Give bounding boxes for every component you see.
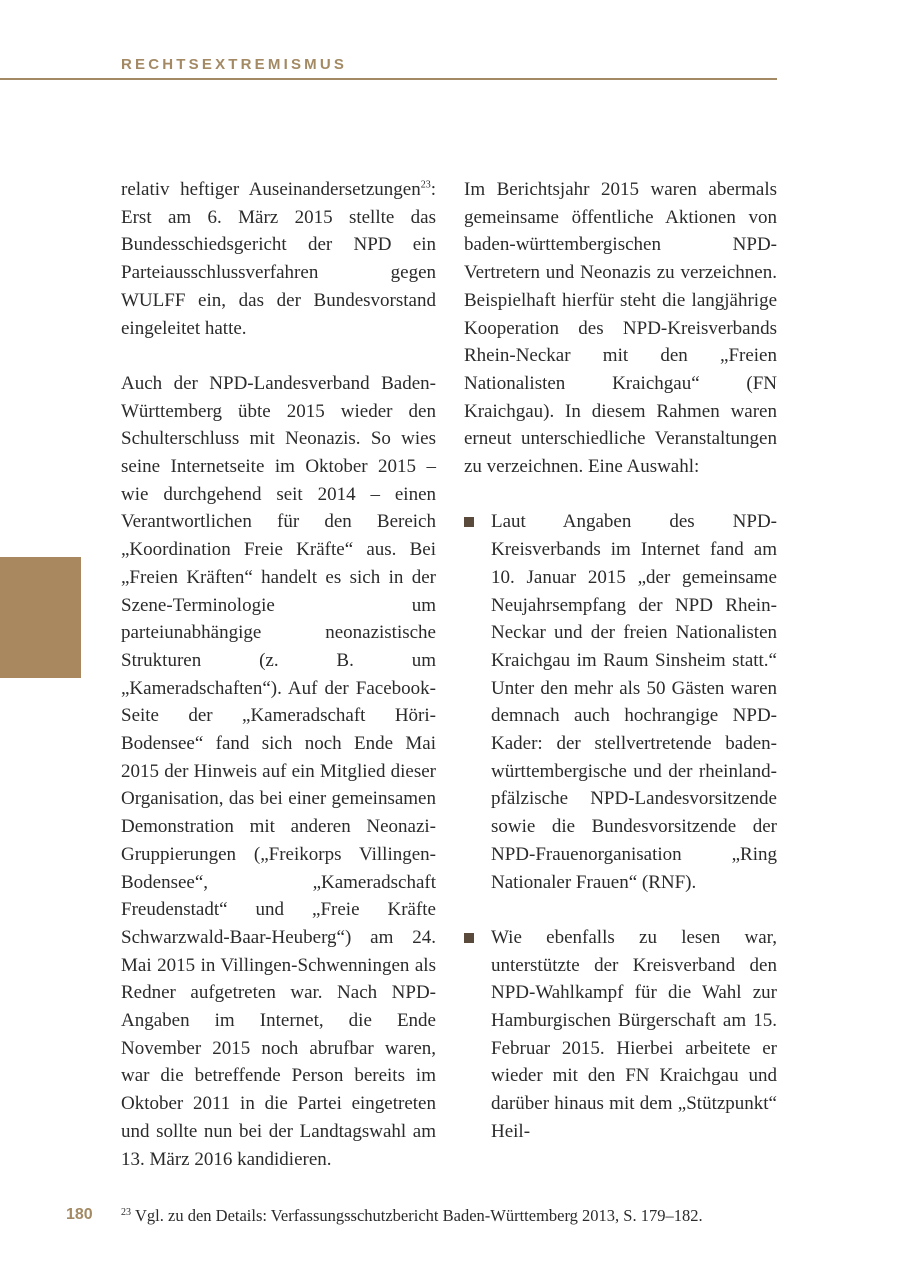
paragraph-1-rest: : Erst am 6. März 2015 stellte das Bundesschiedsgericht der NPD ein Parteiausschlussverfahren gegen WULFF ein, das der Bundesvorstand eingeleitet hatte. <box>121 179 436 339</box>
chapter-side-tab <box>0 557 81 678</box>
paragraph-2: Auch der NPD-Landesverband Baden-Württemberg übte 2015 wieder den Schulterschluss mit Neonazis. So wies seine Internetseite im Oktober 2015 – wie durchgehend seit 2014 – einen Verantwortlichen für den Bereich „Koordination Freie Kräfte“ aus. Bei „Freien Kräften“ handelt es sich in der Szene-Terminologie um parteiunabhängige neonazistische Strukturen (z. B. um „Kameradschaften“). Auf der Facebook-Seite der „Kameradschaft Höri-Bodensee“ fand sich noch Ende Mai 2015 der Hinweis auf ein Mitglied dieser Organisation, das bei einer gemeinsamen Demonstration mit anderen Neonazi-Gruppierungen („Freikorps Villingen-Bodensee“, „Kameradschaft Freudenstadt“ und „Freie Kräfte Schwarzwald-Baar-Heuberg“) am 24. Mai 2015 in Villingen-Schwenningen als Redner aufgetreten war. Nach NPD-Angaben im Internet, die Ende November 2015 noch abrufbar waren, war die betreffende Person bereits im Oktober 2011 in die Partei eingetreten und sollte nun bei der Landtagswahl am 13. März 2016 kandidieren. <box>121 372 436 1170</box>
page-number: 180 <box>66 1206 93 1223</box>
list-item-text: Wie ebenfalls zu lesen war, unterstützte der Kreisverband den NPD-Wahlkampf für die Wahl zur Hamburgischen Bürgerschaft am 15. Februar 2015. Hierbei arbeitete er wieder mit den FN Kraichgau und darüber hinaus mit dem „Stützpunkt“ Heil- <box>491 926 777 1142</box>
intro-paragraph: Im Berichtsjahr 2015 waren abermals gemeinsame öffentliche Aktionen von baden-württembergischen NPD-Vertretern und Neonazis zu verzeichnen. Beispielhaft hierfür steht die langjährige Kooperation des NPD-Kreisverbands Rhein-Neckar mit den „Freien Nationalisten Kraichgau“ (FN Kraichgau). In diesem Rahmen waren erneut unterschiedliche Veranstaltungen zu verzeichnen. Eine Auswahl: <box>464 179 777 478</box>
footnote-text: Vgl. zu den Details: Verfassungsschutzbericht Baden-Württemberg 2013, S. 179–182. <box>135 1206 703 1225</box>
header-divider <box>0 78 777 80</box>
footnote <box>121 1206 781 1226</box>
left-text-column <box>121 176 436 1173</box>
list-item-text: Laut Angaben des NPD-Kreisverbands im Internet fand am 10. Januar 2015 „der gemeinsame Neujahrsempfang der NPD Rhein-Neckar und der freien Nationalisten Kraichgau im Raum Sinsheim statt.“ Unter den mehr als 50 Gästen waren demnach auch hochrangige NPD-Kader: der stellvertretende baden-württembergische und der rheinland-pfälzische NPD-Landesvorsitzende sowie die Bundesvorsitzende der NPD-Frauenorganisation „Ring Nationaler Frauen“ (RNF). <box>491 511 777 893</box>
right-text-column <box>464 176 777 1146</box>
footnote-reference: 23 <box>420 179 431 191</box>
list-item <box>464 508 777 896</box>
list-item <box>464 924 777 1146</box>
paragraph-1 <box>121 176 436 342</box>
paragraph-1-start: relativ heftiger Auseinandersetzungen <box>121 179 421 200</box>
square-bullet-icon <box>464 517 474 527</box>
footnote-number: 23 <box>121 1206 131 1218</box>
running-header: RECHTSEXTREMISMUS <box>121 56 348 73</box>
square-bullet-icon <box>464 933 474 943</box>
